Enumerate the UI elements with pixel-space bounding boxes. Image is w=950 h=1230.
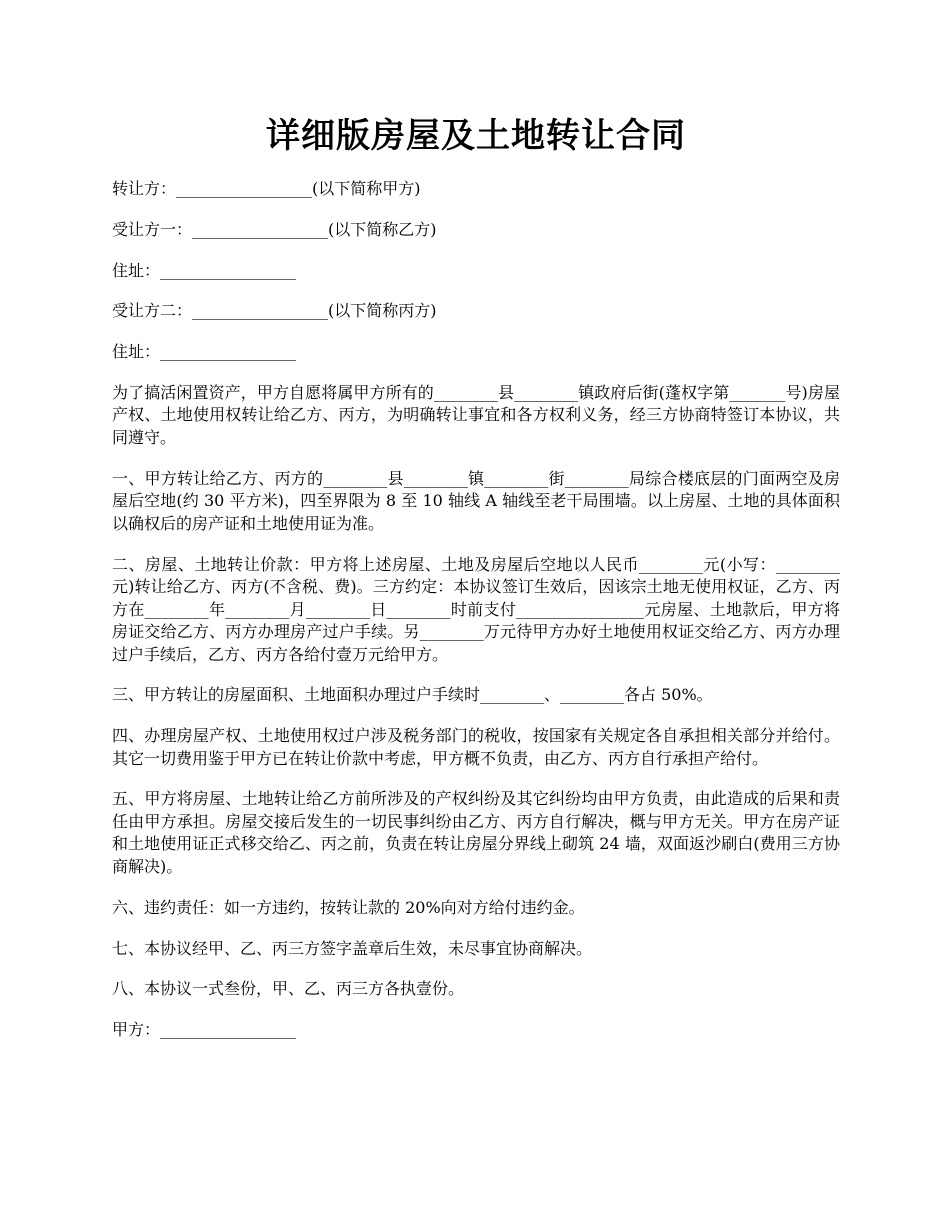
transferee-one-line: 受让方一：_________________(以下简称乙方) (112, 219, 437, 239)
document-body (112, 178, 840, 1060)
party-a-signature-line: 甲方：_________________ (112, 1020, 297, 1040)
clause-1: 一、甲方转让给乙方、丙方的________县________镇________街________局综合楼底层的门面两空及房屋后空地(约 30 平方米)，四至界限为 8 至 10 轴线 A 轴线至老干局围墙。以上房屋、土地的具体面积以确权后的房产证和土地使用证为准。 (112, 468, 840, 533)
clause-8: 八、本协议一式叁份，甲、乙、丙三方各执壹份。 (112, 979, 465, 999)
transferee-two-address: 住址：_________________ (112, 342, 297, 362)
clause-3: 三、甲方转让的房屋面积、土地面积办理过户手续时________、________各占 50%。 (112, 685, 713, 705)
document-title: 详细版房屋及土地转让合同 (266, 116, 686, 156)
transferee-one-address: 住址：_________________ (112, 260, 297, 280)
clause-7: 七、本协议经甲、乙、丙三方签字盖章后生效，未尽事宜协商解决。 (112, 938, 593, 958)
clause-5: 五、甲方将房屋、土地转让给乙方前所涉及的产权纠纷及其它纠纷均由甲方负责，由此造成的后果和责任由甲方承担。房屋交接后发生的一切民事纠纷由乙方、丙方自行解决，概与甲方无关。甲方在房产证和土地使用证正式移交给乙、丙之前，负责在转让房屋分界线上砌筑 24 墙，双面返沙刷白(费用三方协商解决)。 (112, 789, 840, 876)
clause-4: 四、办理房屋产权、土地使用权过户涉及税务部门的税收，按国家有关规定各自承担相关部分并给付。其它一切费用鉴于甲方已在转让价款中考虑，甲方概不负责，由乙方、丙方自行承担产给付。 (112, 726, 840, 768)
transferor-line: 转让方：_________________(以下简称甲方) (112, 179, 421, 198)
transferee-two-line: 受让方二：_________________(以下简称丙方) (112, 301, 437, 321)
preamble-paragraph: 为了搞活闲置资产，甲方自愿将属甲方所有的________县________镇政府后街(蓬权字第_______号)房屋产权、土地使用权转让给乙方、丙方，为明确转让事宜和各方权利义务，经三方协商特签订本协议，共同遵守。 (112, 382, 840, 447)
clause-2: 二、房屋、土地转让价款：甲方将上述房屋、土地及房屋后空地以人民币________元(小写：________元)转让给乙方、丙方(不含税、费)。三方约定：本协议签订生效后，因该宗土地无使用权证，乙方、丙方在________年________月________日________时前支付________________元房屋、土地款后，甲方将房证交给乙方、丙方办理房产过户手续。另________万元待甲方办好土地使用权证交给乙方、丙方办理过户手续后，乙方、丙方各给付壹万元给甲方。 (112, 554, 840, 664)
clause-6: 六、违约责任：如一方违约，按转让款的 20%向对方给付违约金。 (112, 897, 585, 917)
